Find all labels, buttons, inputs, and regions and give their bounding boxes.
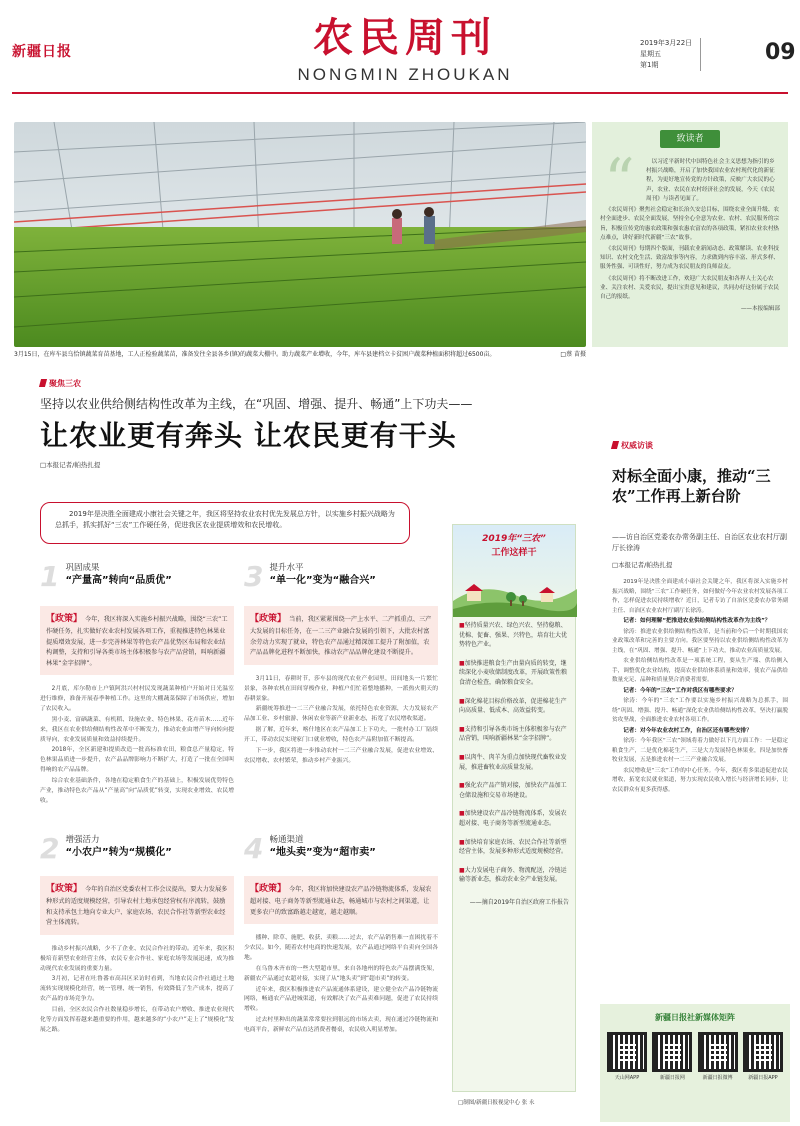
body-paragraph: 黑小麦、富硒蔬菜、有机稻、设施农业、特色林果、花卉苗木……近年来，我区在农业供给侧结构性改革中不断发力，推动农业由增产导向转向提质导向，农业发展质量和效益持续提升。: [40, 716, 234, 743]
section-vitality: [40, 834, 234, 1036]
section-number: 4: [244, 832, 264, 865]
interview-paragraph: 徐涛：今年的“三农”工作要以实施乡村振兴战略为总抓手，围绕“巩固、增强、提升、畅通”深化农业供给侧结构性改革，坚决打赢脱贫攻坚战，全面推进农业农村各项工作。: [612, 698, 788, 723]
policy-box: [244, 606, 438, 665]
page-number: 09: [765, 40, 796, 65]
qr-label: 天山网APP: [614, 1075, 640, 1082]
policy-label: 【政策】: [250, 884, 287, 894]
issue-date: 2019年3月22日: [640, 39, 693, 47]
interview-paragraph: 农民增收是“三农”工作的中心任务。今年，我区将多渠道促进农民增收，拓宽农民就业渠道，努力实现农民收入增长与经济增长同步，让农民群众有更多获得感。: [612, 767, 788, 793]
qr-label: 新疆日报微博: [702, 1075, 733, 1082]
infographic-subtitle: 工作这样干: [491, 547, 537, 558]
lead-intro: 2019年是决胜全面建成小康社会关键之年，我区将坚持农业农村优先发展总方针，以实施乡村振兴战略为总抓手，抓实抓好“三农”工作硬任务，促进我区农业提质增效和农民增收。: [40, 502, 410, 544]
infographic-item: ■以肉牛、肉羊为重点加快现代畜牧业发展，推进畜牧业高质量发展。: [459, 753, 567, 771]
policy-label: 【政策】: [46, 884, 83, 894]
policy-text: 今年的自治区党委农村工作会议提出，要大力发展多种形式的适度规模经营，引导农村土地承包经营权有序流转，鼓励和支持承包土地向专业大户、家庭农场、农民合作社等新型农业经营主体流转。: [46, 886, 228, 927]
section-upgrade: [244, 562, 438, 767]
policy-text: 当前，我区紧紧围绕一产上水平、二产抓重点、三产大发展的目标任务，在一二三产业融合发展的引领下，大批农村富余劳动力实现了就业，特色农产品通过精深加工提升了附加值，农产品品牌化进程不断加快，推动农产品品牌化建设不断提升。: [250, 616, 432, 657]
interview-question: 记者：如何理解“把推进农业供给侧结构性改革作为主线”？: [623, 618, 771, 624]
infographic-header: [453, 525, 575, 617]
quote-mark-icon: “: [604, 146, 635, 216]
infographic-title: 2019年“三农”: [482, 534, 546, 544]
infographic-item: ■强化农产品产销对接，加快农产品加工仓储设施和交易市场建设。: [459, 782, 567, 799]
infographic-item: ■坚持质量兴农、绿色兴农、坚持稳粮、优棉、促畜、强果、兴特色，培育壮大优势特色产业。: [459, 622, 568, 649]
section-subtitle: “单一化”变为“融合兴”: [269, 575, 376, 586]
qr-code-icon: [652, 1032, 692, 1072]
new-media-title: 新疆日报社新媒体矩阵: [655, 1013, 735, 1022]
interview-headline: 对标全面小康，推动“三农”工作再上新台阶: [612, 467, 771, 505]
body-paragraph: 下一步，我区将进一步推动农村一二三产业融合发展，促进农业增效、农民增收、农村繁荣，推动乡村产业振兴。: [244, 747, 438, 764]
body-paragraph: 综合农业基础条件，各地在稳定粮食生产的基础上，积极发展优势特色产业，推动特色农产品从“产量高”向“品质优”转变，实现农业增效、农民增收。: [40, 778, 234, 804]
issue-number: 第1期: [640, 61, 659, 69]
infographic-item: ■加快建设农产品冷链物流体系，发展农超对接、电子商务等新型流通业态。: [459, 810, 567, 827]
interview-paragraph: 2019年是决胜全面建成小康社会关键之年，我区将深入实施乡村振兴战略，围绕“三农”工作硬任务，如何做好今年农业农村发展各项工作，怎样促进农民持续增收？近日，记者专访了自治区党委农办常务副主任、自治区农业农村厅副厅长徐涛。: [612, 579, 788, 614]
section-title: 巩固成果: [65, 563, 100, 573]
lead-headline: 让农业更有奔头 让农民更有干头: [40, 419, 457, 452]
masthead-subtitle: NONGMIN ZHOUKAN: [297, 65, 513, 84]
qr-code-icon: [698, 1032, 738, 1072]
qr-code-icon: [743, 1032, 783, 1072]
body-paragraph: 播种、除草、施肥、收获、卖粮……过去，农产品销售难一直困扰着不少农民。如今，随着农村电商的快速发展，农产品通过网络平台卖向全国各地。: [244, 935, 438, 962]
masthead: [290, 14, 520, 88]
body-paragraph: 目前，全区农民合作社数量稳步增长，在带动农户增收、推进农业现代化等方面发挥着越来越重要的作用，越来越多的“小农户”走上了“规模化”发展之路。: [40, 1006, 234, 1033]
infographic-item-text: 支持和引导各类市场主体积极参与农产品营销，叫响新疆林果“金字招牌”。: [459, 725, 567, 743]
interview-question: 记者：对今年农业农村工作，自治区还有哪些安排？: [623, 727, 752, 734]
body-paragraph: 新疆统筹推进一二三产业融合发展，依托特色农业资源，大力发展农产品加工业、乡村旅游、休闲农业等新产业新业态，拓宽了农民增收渠道。: [244, 706, 438, 723]
interview-paragraph: 徐涛：推进农业供给侧结构性改革，是当前和今后一个时期我国农业政策改革和完善的主要方向。我区要坚持以农业供给侧结构性改革为主线，在“巩固、增强、提升、畅通”上下功夫，推动农业高质量发展。: [612, 628, 788, 654]
photo-caption-text: 3月15日，在库车县乌恰镇蔬菜育苗基地，工人正检验蔬菜苗，准备发往全县各乡(镇)的蔬菜大棚中。助力蔬菜产业增收，今年，库车县建档立卡贫困户蔬菜种植面积将超过6500亩。: [14, 351, 496, 358]
lead-kicker: 坚持以农业供给侧结构性改革为主线，在“巩固、增强、提升、畅通”上下功夫——: [40, 397, 473, 411]
section-subtitle: “地头卖”变为“超市卖”: [269, 847, 376, 858]
infographic-source: ——摘自2019年自治区政府工作报告: [469, 898, 569, 906]
interview-paragraph: 徐涛：今年我区“三农”领域将着力做好以下几方面工作：一是稳定粮食生产，二是优化棉花生产，三是大力发展特色林果业，四是加快畜牧业发展，五是推进农村一二三产业融合发展。: [612, 738, 788, 763]
infographic-items: [453, 617, 575, 898]
section-number: 2: [40, 832, 60, 865]
issue-weekday: 星期五: [640, 50, 661, 58]
section-number: 1: [40, 560, 60, 593]
body-paragraph: 3月初，记者在吐鲁番市高昌区采访时看到，当地农民合作社通过土地流转实现规模化经营，统一管理、统一销售，有效降低了生产成本，提高了农产品的市场竞争力。: [40, 976, 234, 1003]
interview-tag: 权威访谈: [612, 440, 653, 452]
reader-note-title: 致读者: [660, 130, 720, 148]
policy-text: 今年，我区将加快建设农产品冷链物流体系，发展农超对接、电子商务等新型流通业态，畅通城市与农村之间渠道，让更多农户的致富路越走越宽，越走越顺。: [250, 886, 432, 916]
section-subtitle: “产量高”转向“品质优”: [65, 575, 172, 586]
date-block: [640, 38, 701, 71]
body-paragraph: 在乌鲁木齐市的一些大型超市里，来自各地州的特色农产品摆满货架，新疆农产品通过农超对接，实现了从“地头卖”到“超市卖”的转变。: [244, 965, 438, 982]
body-paragraph: 近年来，我区积极推进农产品流通体系建设，建立健全农产品冷链物流网络，畅通农产品进城渠道，有效解决了农产品卖难问题，促进了农民持续增收。: [244, 986, 438, 1013]
section-body: [244, 675, 438, 767]
body-paragraph: 3月11日，春耕时节，莎车县的现代农业产业园里，田间地头一片繁忙景象，各种农机在田间穿梭作业，种植户们忙着整地播种，一派热火朝天的春耕景象。: [244, 675, 438, 702]
work-plan-infographic: [452, 524, 576, 1092]
body-paragraph: 2月底，库尔勒市上户镇阿洪兴村村民发现蔬菜种植户开始对日光温室进行维修，准备开展春季种植工作。这里的大棚蔬菜保障了市场供应，增加了农民收入。: [40, 686, 234, 713]
infographic-item-text: 以肉牛、肉羊为重点加快现代畜牧业发展，推进畜牧业高质量发展。: [459, 753, 567, 771]
infographic-item: ■深化棉花目标价格改革，促进棉花生产向高质量、低成本、高效益转变。: [459, 697, 567, 715]
policy-text: 今年，我区将深入实施乡村振兴战略，围绕“三农”工作硬任务，扎实做好农业农村发展各项工作，重视推进特色林果业提质增效发展，进一步完善林果等特色农产品优势区布局和农业结构调整，支持和引导各类市场主体积极参与农产品营销，叫响新疆林果“金字招牌”。: [46, 616, 228, 667]
section-subtitle: “小农户”转为“规模化”: [65, 847, 172, 858]
section-consolidate: [40, 562, 234, 808]
qr-item[interactable]: [651, 1032, 693, 1083]
policy-box: [40, 876, 234, 935]
infographic-item-text: 加快培育家庭农场、农民合作社等新型经营主体，发展多种形式适度规模经营。: [459, 838, 568, 856]
new-media-matrix: [600, 1004, 790, 1122]
farm-illustration-icon: [453, 561, 577, 617]
lead-byline: □本报记者/帕热扎提: [40, 461, 101, 469]
paper-logo: 新疆日报: [12, 44, 72, 60]
infographic-item: ■加快培育家庭农场、农民合作社等新型经营主体，发展多种形式适度规模经营。: [459, 838, 568, 856]
policy-box: [40, 606, 234, 675]
section-number: 3: [244, 560, 264, 593]
section-body: [40, 945, 234, 1036]
interview-subhead: ——访自治区党委农办常务副主任、自治区农业农村厅副厅长徐涛: [612, 533, 787, 552]
qr-label: 新疆日报网: [659, 1075, 685, 1082]
qr-label: 新疆日报APP: [748, 1075, 778, 1082]
body-paragraph: 过去村里种出的蔬菜常常要拉到很远的市场去卖，现在通过冷链物流和电商平台，新鲜农产品直达消费者餐桌，农民收入明显增加。: [244, 1017, 438, 1033]
policy-box: [244, 876, 438, 924]
policy-label: 【政策】: [46, 614, 83, 624]
reader-paragraph: 《农民周刊》聚焦社会稳定和长治久安总目标，围绕农业全面升级、农村全面进步、农民全面发展，坚持全心全意为农业、农村、农民服务的宗旨，积极宣传党的惠农政策和强农惠农富农的各项政策，紧扣农业农村热点难点，讲好新时代新疆“三农”故事。: [600, 207, 780, 241]
infographic-credit: □制图/新疆日报视觉中心 张 永: [458, 1100, 535, 1106]
section-channels: [244, 834, 438, 1037]
section-body: [40, 685, 234, 806]
infographic-item-text: 加快建设农产品冷链物流体系，发展农超对接、电子商务等新型流通业态。: [459, 810, 567, 827]
greenhouse-photo: [14, 122, 586, 347]
interview-paragraph: 农业供给侧结构性改革是一项系统工程，要从生产端、供给侧入手，调整优化农业结构，提高农业供给体系质量和效率，使农产品供给数量充足、品种和质量契合消费者需要。: [612, 658, 788, 683]
infographic-item-text: 强化农产品产销对接，加快农产品加工仓储设施和交易市场建设。: [459, 782, 567, 799]
interview-body: [612, 578, 788, 796]
section-title: 畅通渠道: [269, 835, 304, 845]
interview-question: 记者：今年的“三农”工作对我区有哪些要求？: [623, 687, 737, 694]
reader-paragraph: 《农民周刊》将不断改进工作，欢迎广大农民朋友和各界人士关心农业、关注农村、关爱农民，提出宝贵意见和建议，共同办好这份属于农民自己的报纸。: [600, 275, 780, 301]
body-paragraph: 推动乡村振兴战略，少不了企业、农民合作社的带动。近年来，我区积极培育新型农业经营主体，农民专业合作社、家庭农场等发展迅速，成为推动现代农业发展的重要力量。: [40, 945, 234, 972]
infographic-item: ■大力发展电子商务、物流配送，冷链运输等新业态，推动农业全产业链发展。: [459, 866, 567, 884]
qr-item[interactable]: [742, 1032, 784, 1083]
qr-item[interactable]: [606, 1032, 648, 1083]
section-title: 提升水平: [269, 563, 304, 573]
photo-caption: [14, 350, 586, 359]
photo-credit: □蔡 苗摄: [560, 351, 586, 358]
qr-code-icon: [607, 1032, 647, 1072]
policy-label: 【政策】: [250, 614, 287, 624]
infographic-item: ■加快推进粮食生产由量向质的转变，继续深化小麦收储制度改革，开展政策性粮食清仓检查，确保粮食安全。: [459, 659, 568, 686]
body-paragraph: 2018年，全区新建和提质改造一批高标准农田，粮食总产量稳定，特色林果品质进一步提升，农产品品牌影响力不断扩大，打造了一批在全国叫得响的农产品品牌。: [40, 747, 234, 774]
section-title: 增强活力: [65, 835, 100, 845]
body-paragraph: 据了解，近年来，喀什地区在农产品加工上下功夫，一批村办工厂陆续开工，带动农民实现家门口就业增收，特色农产品附加值不断提高。: [244, 727, 438, 743]
reader-paragraph: 以习近平新时代中国特色社会主义思想为指引的乡村振兴战略，开启了加快我国农业农村现代化的新征程，为更好地宣传党的方针政策，反映广大农民的心声，农业、农民在农村经济社会的发展，今天《农民周刊》与读者见面了。: [646, 159, 775, 202]
infographic-item-text: 深化棉花目标价格改革，促进棉花生产向高质量、低成本、高效益转变。: [459, 697, 567, 715]
section-tag: 聚焦三农: [40, 378, 81, 390]
qr-item[interactable]: [697, 1032, 739, 1083]
qr-code-row: [606, 1032, 784, 1083]
section-body: [244, 934, 438, 1035]
reader-note: [592, 122, 788, 347]
reader-signature: ——本报编辑部: [740, 306, 780, 313]
infographic-item-text: 坚持质量兴农、绿色兴农、坚持稳粮、优棉、促畜、强果、兴特色，培育壮大优势特色产业。: [459, 622, 568, 649]
infographic-item: ■支持和引导各类市场主体积极参与农产品营销，叫响新疆林果“金字招牌”。: [459, 725, 567, 743]
reader-paragraph: 《农民周刊》每期四个版面，刊载农业新闻动态、政策解读、农业科技知识、农村文化生活、致富故事等内容，力求做到内容丰富、形式多样、服务性强、可读性好，努力成为农民朋友的良师益友。: [600, 245, 780, 271]
infographic-item-text: 加快推进粮食生产由量向质的转变，继续深化小麦收储制度改革，开展政策性粮食清仓检查，确保粮食安全。: [459, 659, 568, 686]
masthead-title: 农民周刊: [313, 14, 497, 61]
masthead-rule: [12, 92, 788, 94]
interview-byline: □本报记者/帕热扎提: [612, 561, 673, 569]
infographic-item-text: 大力发展电子商务、物流配送，冷链运输等新业态，推动农业全产业链发展。: [459, 866, 567, 884]
